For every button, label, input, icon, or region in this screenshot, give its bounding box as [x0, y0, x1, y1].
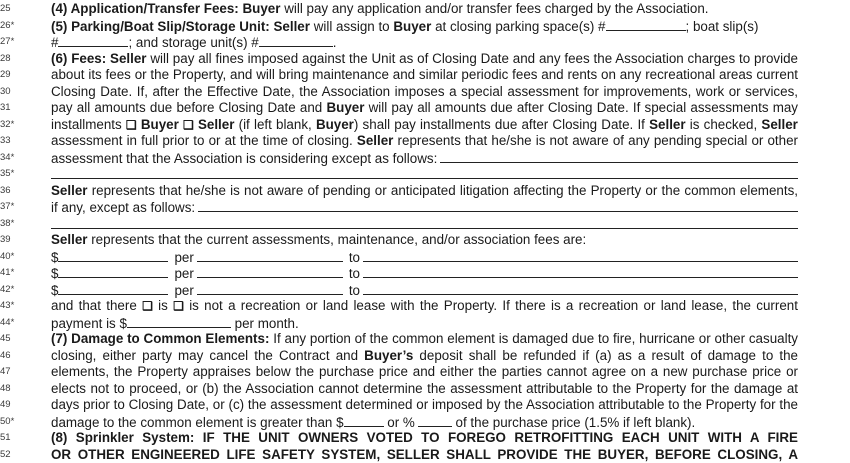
line-number: 29: [0, 67, 40, 84]
line-number: 40*: [0, 249, 40, 266]
line-50: damage to the common element is greater than $ or % of the purchase price (1.5% if left blank).: [51, 414, 798, 432]
fee-period-field[interactable]: [197, 249, 343, 262]
line-31: pay all amounts due before Closing Date and Buyer will pay all amounts due after Closing Date. If special assessments may: [51, 100, 798, 117]
line-39: Seller represents that the current assessments, maintenance, and/or association fees are:: [51, 232, 798, 249]
fee-amount-field[interactable]: [58, 282, 168, 295]
line-36: Seller represents that he/she is not aware of pending or anticipated litigation affecting the Property or the common elements,: [51, 183, 798, 200]
fee-row: $ per to: [51, 265, 798, 283]
line-number: 38*: [0, 216, 40, 233]
line-37: if any, except as follows:: [51, 199, 798, 217]
fee-row: $ per to: [51, 249, 798, 267]
line-49: days prior to Closing Date, or (c) the assessment determined or imposed by the Association attributable to the Property for the: [51, 397, 798, 414]
line-number: 25: [0, 1, 40, 18]
line-46: closing, either party may cancel the Contract and Buyer’s deposit shall be refunded if (a) as a result of damage to the: [51, 348, 798, 365]
line-number: 41*: [0, 265, 40, 282]
litigation-field[interactable]: [198, 199, 798, 212]
fee-payee-field[interactable]: [363, 249, 798, 262]
line-52: OR OTHER ENGINEERED LIFE SAFETY SYSTEM, SELLER SHALL PROVIDE THE BUYER, BEFORE CLOSING, A: [51, 447, 798, 463]
section-4-heading: (4) Application/Transfer Fees:: [51, 1, 239, 16]
boat-slip-field[interactable]: [58, 34, 128, 47]
line-34: assessment that the Association is considering except as follows:: [51, 150, 798, 168]
line-number: 46: [0, 348, 40, 365]
line-number: 52: [0, 447, 40, 463]
line-number: 49: [0, 397, 40, 414]
fee-row: $ per to: [51, 282, 798, 300]
line-35: [51, 166, 798, 179]
line-number: 48: [0, 381, 40, 398]
line-number: 42*: [0, 282, 40, 299]
fee-amount-field[interactable]: [58, 249, 168, 262]
line-number: 50*: [0, 414, 40, 431]
section-8-heading: (8) Sprinkler System: IF THE UNIT OWNERS VOTED TO FOREGO RETROFITTING EACH UNIT WITH A FIRE: [51, 430, 798, 447]
line-number: 31: [0, 100, 40, 117]
line-28: (6) Fees: Seller will pay all fines imposed against the Unit as of Closing Date and any fees the Association charges to provide: [51, 51, 798, 68]
special-assessment-field[interactable]: [440, 150, 798, 163]
damage-percent-field[interactable]: [418, 414, 452, 427]
line-25: (4) Application/Transfer Fees: Buyer will pay any application and/or transfer fees charged by the Association.: [51, 1, 798, 18]
line-number: 28: [0, 51, 40, 68]
line-number: 26*: [0, 18, 40, 35]
line-number: 37*: [0, 199, 40, 216]
fee-period-field[interactable]: [197, 282, 343, 295]
line-number: 39: [0, 232, 40, 249]
seller-checkbox[interactable]: ❏: [183, 117, 194, 134]
section-7-heading: (7) Damage to Common Elements:: [51, 331, 269, 346]
fee-payee-field[interactable]: [363, 282, 798, 295]
line-number: 27*: [0, 34, 40, 51]
line-51: [51, 430, 798, 447]
line-32: installments ❏ Buyer ❏ Seller (if left blank, Buyer) shall pay installments due after Closing Date. If Seller is checked, Seller: [51, 117, 798, 134]
line-number: 36: [0, 183, 40, 200]
lease-payment-field[interactable]: [127, 315, 231, 328]
line-number: 45: [0, 331, 40, 348]
fee-amount-field[interactable]: [58, 265, 168, 278]
line-47: elements, the Property appraises below the purchase price and either the parties cannot agree on a new purchase price or: [51, 364, 798, 381]
line-30: Closing Date. If, after the Effective Date, the Association imposes a special assessment for improvements, work or services,: [51, 84, 798, 101]
section-5-heading: (5) Parking/Boat Slip/Storage Unit:: [51, 19, 270, 34]
line-number: 33: [0, 133, 40, 150]
special-assessment-field-cont[interactable]: [51, 166, 798, 179]
line-27: # ; and storage unit(s) # .: [51, 34, 798, 52]
line-29: about its fees or the Property, and will bring maintenance and similar periodic fees and rents on any recreational areas current: [51, 67, 798, 84]
buyer-checkbox[interactable]: ❏: [126, 117, 137, 134]
lease-is-checkbox[interactable]: ❏: [142, 298, 153, 315]
line-44: payment is $ per month.: [51, 315, 798, 333]
section-6-heading: (6) Fees:: [51, 51, 106, 66]
line-number: 34*: [0, 150, 40, 167]
fee-period-field[interactable]: [197, 265, 343, 278]
line-number: 44*: [0, 315, 40, 332]
line-43: and that there ❏ is ❏ is not a recreation or land lease with the Property. If there is a recreation or land lease, the current: [51, 298, 798, 315]
line-number: 51: [0, 430, 40, 447]
damage-amount-field[interactable]: [344, 414, 384, 427]
parking-space-field[interactable]: [606, 18, 686, 31]
lease-is-not-checkbox[interactable]: ❏: [173, 298, 184, 315]
line-33: assessment in full prior to or at the time of closing. Seller represents that he/she is not aware of any pending special or other: [51, 133, 798, 150]
line-number: 30: [0, 84, 40, 101]
litigation-field-cont[interactable]: [51, 216, 798, 229]
line-number: 32*: [0, 117, 40, 134]
fee-payee-field[interactable]: [363, 265, 798, 278]
line-45: (7) Damage to Common Elements: If any portion of the common element is damaged due to fire, hurricane or other casualty: [51, 331, 798, 348]
line-48: elects not to proceed, or (b) the Association cannot determine the assessment attributable to the Property for the damage at: [51, 381, 798, 398]
storage-unit-field[interactable]: [259, 34, 333, 47]
line-38: [51, 216, 798, 229]
line-number: 35*: [0, 166, 40, 183]
line-number: 47: [0, 364, 40, 381]
line-number: 43*: [0, 298, 40, 315]
line-26: (5) Parking/Boat Slip/Storage Unit: Seller will assign to Buyer at closing parking space(s) # ; boat slip(s): [51, 18, 798, 36]
